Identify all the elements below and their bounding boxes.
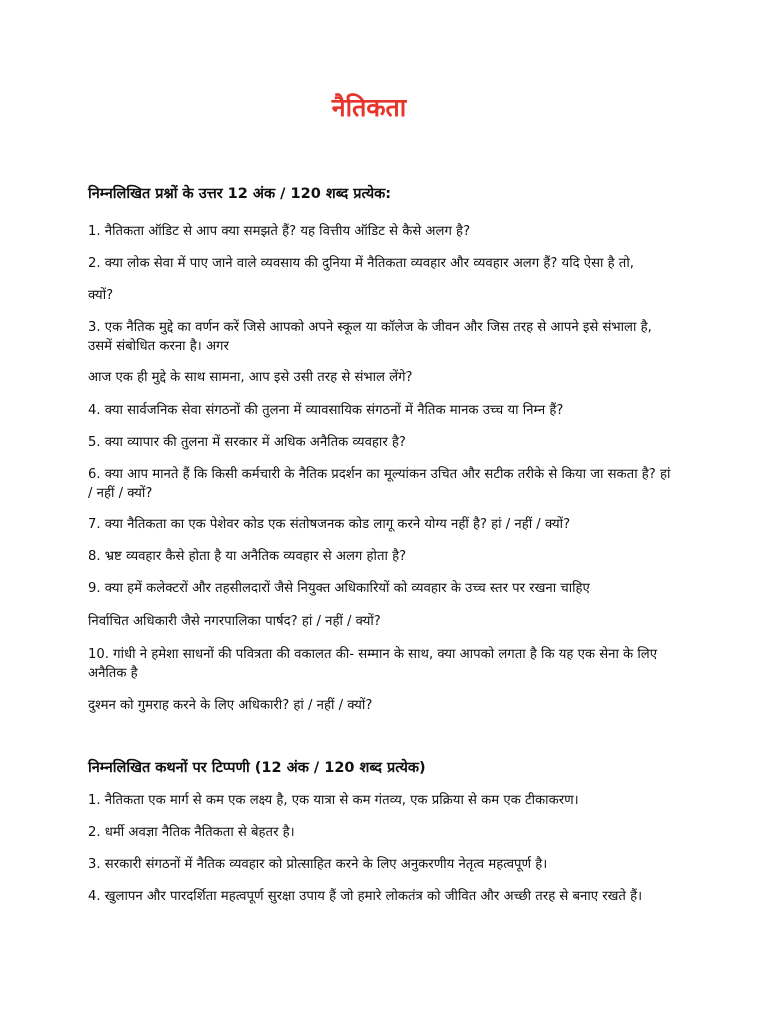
section1-heading: निम्नलिखित प्रश्नों के उत्तर 12 अंक / 120 शब्द प्रत्येक: xyxy=(88,186,392,202)
question-9-continued: निर्वाचित अधिकारी जैसे नगरपालिका पार्षद? हां / नहीं / क्यों? xyxy=(88,614,381,629)
question-10: 10. गांधी ने हमेशा साधनों की पवित्रता की वकालत की- सम्मान के साथ, क्या आपको लगता है कि यह एक सेना के लिए अनैतिक है xyxy=(88,647,658,681)
question-3-continued: आज एक ही मुद्दे के साथ सामना, आप इसे उसी तरह से संभाल लेंगे? xyxy=(88,370,413,385)
section2-heading: निम्नलिखित कथनों पर टिप्पणी (12 अंक / 120 शब्द प्रत्येक) xyxy=(88,760,426,776)
question-1: 1. नैतिकता ऑडिट से आप क्या समझते हैं? यह वित्तीय ऑडिट से कैसे अलग है? xyxy=(88,224,471,239)
question-10-continued: दुश्मन को गुमराह करने के लिए अधिकारी? हां / नहीं / क्यों? xyxy=(88,698,373,713)
question-5: 5. क्या व्यापार की तुलना में सरकार में अधिक अनैतिक व्यवहार है? xyxy=(88,435,406,450)
question-7: 7. क्या नैतिकता का एक पेशेवर कोड एक संतोषजनक कोड लागू करने योग्य नहीं है? हां / नहीं / क्यों? xyxy=(88,517,571,532)
question-9: 9. क्या हमें कलेक्टरों और तहसीलदारों जैसे नियुक्त अधिकारियों को व्यवहार के उच्च स्तर पर रखना चाहिए xyxy=(88,581,590,596)
question-2: 2. क्या लोक सेवा में पाए जाने वाले व्यवसाय की दुनिया में नैतिकता व्यवहार और व्यवहार अलग हैं? यदि ऐसा है तो, xyxy=(88,256,634,271)
statement-2: 2. धर्मी अवज्ञा नैतिक नैतिकता से बेहतर है। xyxy=(88,825,295,840)
statement-4: 4. खुलापन और पारदर्शिता महत्वपूर्ण सुरक्षा उपाय हैं जो हमारे लोकतंत्र को जीवित और अच्छी तरह से बनाए रखते हैं। xyxy=(88,889,643,904)
question-2-continued: क्यों? xyxy=(88,288,114,303)
question-6: 6. क्या आप मानते हैं कि किसी कर्मचारी के नैतिक प्रदर्शन का मूल्यांकन उचित और सटीक तरीके से किया जा सकता है? हां / नहीं / क्यों? xyxy=(88,467,671,501)
question-8: 8. भ्रष्ट व्यवहार कैसे होता है या अनैतिक व्यवहार से अलग होता है? xyxy=(88,549,407,564)
statement-1: 1. नैतिकता एक मार्ग से कम एक लक्ष्य है, एक यात्रा से कम गंतव्य, एक प्रक्रिया से कम एक टीकाकरण। xyxy=(88,793,579,808)
statement-3: 3. सरकारी संगठनों में नैतिक व्यवहार को प्रोत्साहित करने के लिए अनुकरणीय नेतृत्व महत्वपूर्ण है। xyxy=(88,857,548,872)
page-title: नैतिकता xyxy=(331,93,407,122)
question-4: 4. क्या सार्वजनिक सेवा संगठनों की तुलना में व्यावसायिक संगठनों में नैतिक मानक उच्च या निम्न हैं? xyxy=(88,403,564,418)
question-3: 3. एक नैतिक मुद्दे का वर्णन करें जिसे आपको अपने स्कूल या कॉलेज के जीवन और जिस तरह से आपने इसे संभाला है, उसमें संबोधित करना है। अगर xyxy=(88,320,652,354)
